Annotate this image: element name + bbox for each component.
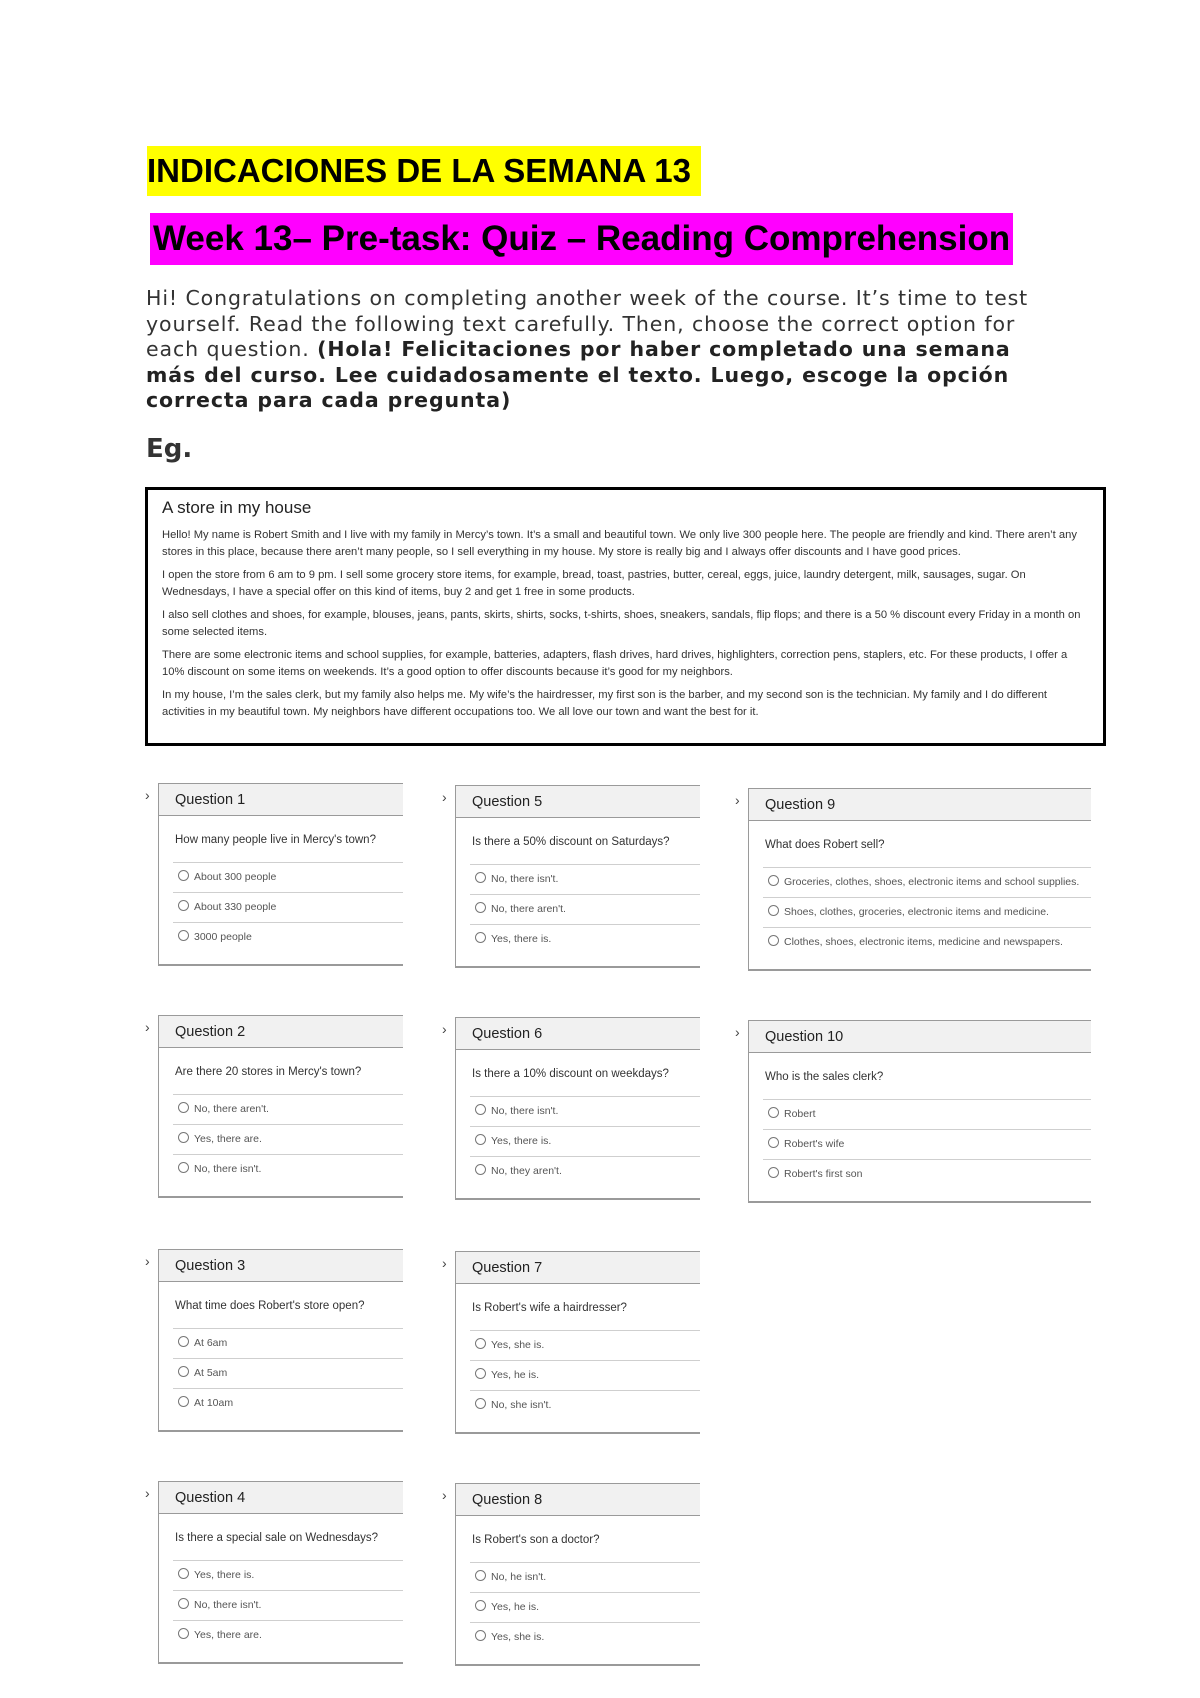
answer-option[interactable] [763,1159,1091,1189]
radio-icon[interactable] [475,1368,486,1379]
answer-option[interactable] [470,1592,700,1622]
question-card-1 [145,783,403,966]
question-label: Question 10 [748,1020,1091,1053]
question-text: Is there a special sale on Wednesdays? [175,1532,379,1544]
radio-icon[interactable] [475,872,486,883]
question-text: What time does Robert's store open? [175,1300,365,1312]
chevron-right-icon[interactable]: › [442,1255,447,1271]
option-label: Yes, there is. [491,1135,552,1147]
chevron-right-icon[interactable]: › [145,787,150,803]
answer-option[interactable] [173,1388,403,1418]
answer-option[interactable] [173,1560,403,1590]
radio-icon[interactable] [178,930,189,941]
example-label: Eg. [146,434,193,464]
question-label: Question 2 [158,1015,403,1048]
story-paragraph: There are some electronic items and school supplies, for example, batteries, adapters, flash drives, hard drives, highlighters, correction pens, staplers, etc. For these products, I offer a 10% discount on some items on weekends. It’s a good option to offer discounts because it’s good for my neighbors. [162,649,1068,678]
story-paragraph: In my house, I’m the sales clerk, but my family also helps me. My wife’s the hairdresser, my first son is the barber, and my second son is the technician. My family and I do different activities in my beautiful town. My neighbors have different occupations too. We all love our town and want the best for it. [162,689,1048,718]
option-label: No, there isn't. [194,1163,262,1175]
answer-option[interactable] [173,862,403,892]
radio-icon[interactable] [475,1104,486,1115]
option-label: Yes, she is. [491,1631,545,1643]
radio-icon[interactable] [768,905,779,916]
question-card-9 [735,788,1091,971]
option-label: Yes, he is. [491,1601,540,1613]
task-title: Week 13– Pre-task: Quiz – Reading Comprehension [150,213,1013,265]
answer-option[interactable] [470,1096,700,1126]
option-label: Yes, there is. [491,933,552,945]
question-card-3 [145,1249,403,1432]
question-card-2 [145,1015,403,1198]
question-text: Is Robert's son a doctor? [472,1534,600,1546]
answer-option[interactable] [470,1156,700,1186]
option-label: Clothes, shoes, electronic items, medicine and newspapers. [784,936,1063,948]
radio-icon[interactable] [178,1102,189,1113]
week-heading: INDICACIONES DE LA SEMANA 13 [147,146,701,196]
answer-option[interactable] [470,1562,700,1592]
option-label: Robert's wife [784,1138,845,1150]
answer-option[interactable] [470,1390,700,1420]
option-label: No, he isn't. [491,1571,547,1583]
answer-option[interactable] [173,1154,403,1184]
answer-option[interactable] [763,1129,1091,1159]
answer-option[interactable] [470,1330,700,1360]
question-label: Question 1 [158,783,403,816]
question-card-7 [442,1251,700,1434]
reading-text-box [145,487,1106,746]
option-label: No, there isn't. [491,873,559,885]
chevron-right-icon[interactable]: › [442,1021,447,1037]
answer-option[interactable] [173,1094,403,1124]
question-label: Question 4 [158,1481,403,1514]
answer-option[interactable] [470,924,700,954]
question-card-4 [145,1481,403,1664]
story-paragraph: Hello! My name is Robert Smith and I live with my family in Mercy’s town. It’s a small and beautiful town. We only live 300 people here. The people are friendly and kind. There aren’t any stores in this place, because there aren’t many people, so I sell everything in my house. My store is really big and I always offer discounts and I have good prices. [162,529,1077,558]
radio-icon[interactable] [475,1164,486,1175]
option-label: No, there aren't. [194,1103,269,1115]
radio-icon[interactable] [475,1570,486,1581]
option-label: No, there aren't. [491,903,566,915]
option-label: At 6am [194,1337,228,1349]
option-label: Groceries, clothes, shoes, electronic items and school supplies. [784,876,1080,888]
radio-icon[interactable] [475,1398,486,1409]
radio-icon[interactable] [178,1628,189,1639]
question-card-5 [442,785,700,968]
answer-option[interactable] [173,1590,403,1620]
question-text: Is there a 50% discount on Saturdays? [472,836,670,848]
answer-option[interactable] [470,1622,700,1652]
radio-icon[interactable] [178,900,189,911]
question-text: Is Robert's wife a hairdresser? [472,1302,627,1314]
answer-option[interactable] [470,894,700,924]
radio-icon[interactable] [475,902,486,913]
radio-icon[interactable] [475,1600,486,1611]
answer-option[interactable] [173,922,403,952]
intro-translation: (Hola! Felicitaciones por haber completado una semana más del curso. Lee cuidadosamente el texto. Luego, escoge la opción correcta para cada pregunta) [146,337,1011,412]
radio-icon[interactable] [178,1568,189,1579]
option-label: No, there isn't. [491,1105,559,1117]
option-label: Robert [784,1108,816,1120]
option-label: Yes, there are. [194,1133,262,1145]
option-label: About 300 people [194,871,277,883]
radio-icon[interactable] [178,1336,189,1347]
chevron-right-icon[interactable]: › [145,1253,150,1269]
question-label: Question 7 [455,1251,700,1284]
radio-icon[interactable] [768,1107,779,1118]
option-label: Yes, he is. [491,1369,540,1381]
option-label: No, there isn't. [194,1599,262,1611]
question-text: What does Robert sell? [765,839,885,851]
chevron-right-icon[interactable]: › [735,792,740,808]
answer-option[interactable] [470,1126,700,1156]
question-text: Who is the sales clerk? [765,1071,884,1083]
question-text: Is there a 10% discount on weekdays? [472,1068,669,1080]
question-label: Question 5 [455,785,700,818]
radio-icon[interactable] [768,1137,779,1148]
question-card-8 [442,1483,700,1666]
radio-icon[interactable] [475,1134,486,1145]
question-label: Question 3 [158,1249,403,1282]
radio-icon[interactable] [178,1396,189,1407]
option-label: 3000 people [194,931,252,943]
radio-icon[interactable] [768,935,779,946]
option-label: At 10am [194,1397,234,1409]
radio-icon[interactable] [178,1598,189,1609]
radio-icon[interactable] [178,870,189,881]
option-label: Yes, there are. [194,1629,262,1641]
answer-option[interactable] [173,1358,403,1388]
radio-icon[interactable] [475,1338,486,1349]
radio-icon[interactable] [178,1162,189,1173]
question-label: Question 8 [455,1483,700,1516]
story-paragraph: I open the store from 6 am to 9 pm. I sell some grocery store items, for example, bread, toast, pastries, butter, cereal, eggs, juice, laundry detergent, milk, sausages, sugar. On Wednesdays, I have a special offer on this kind of items, buy 2 and get 1 free in some products. [162,569,1026,598]
answer-option[interactable] [173,892,403,922]
chevron-right-icon[interactable]: › [735,1024,740,1040]
chevron-right-icon[interactable]: › [145,1485,150,1501]
radio-icon[interactable] [768,875,779,886]
radio-icon[interactable] [178,1132,189,1143]
radio-icon[interactable] [475,1630,486,1641]
answer-option[interactable] [173,1620,403,1650]
option-label: Shoes, clothes, groceries, electronic items and medicine. [784,906,1049,918]
story-paragraph: I also sell clothes and shoes, for example, blouses, jeans, pants, skirts, shirts, socks, t-shirts, shoes, sneakers, sandals, flip flops; and there is a 50 % discount every Friday in a month on some selected items. [162,609,1081,638]
radio-icon[interactable] [768,1167,779,1178]
answer-option[interactable] [173,1328,403,1358]
chevron-right-icon[interactable]: › [442,1487,447,1503]
radio-icon[interactable] [475,932,486,943]
chevron-right-icon[interactable]: › [145,1019,150,1035]
option-label: No, they aren't. [491,1165,562,1177]
option-label: At 5am [194,1367,228,1379]
option-label: Yes, there is. [194,1569,255,1581]
answer-option[interactable] [470,1360,700,1390]
question-text: Are there 20 stores in Mercy's town? [175,1066,362,1078]
story-title: A store in my house [162,498,312,517]
answer-option[interactable] [763,1099,1091,1129]
intro-paragraph [146,286,1051,414]
option-label: Robert's first son [784,1168,863,1180]
answer-option[interactable] [470,864,700,894]
question-text: How many people live in Mercy's town? [175,834,376,846]
intro-text: Hi! Congratulations on completing another week of the course. It’s time to test yourself. Read the following text carefully. Then, choose the correct option for each question. [146,286,1029,361]
option-label: About 330 people [194,901,277,913]
answer-option[interactable] [173,1124,403,1154]
answer-option[interactable] [763,867,1091,897]
chevron-right-icon[interactable]: › [442,789,447,805]
question-label: Question 9 [748,788,1091,821]
question-card-6 [442,1017,700,1200]
question-card-10 [735,1020,1091,1203]
answer-option[interactable] [763,897,1091,927]
option-label: Yes, she is. [491,1339,545,1351]
option-label: No, she isn't. [491,1399,552,1411]
radio-icon[interactable] [178,1366,189,1377]
answer-option[interactable] [763,927,1091,957]
question-label: Question 6 [455,1017,700,1050]
